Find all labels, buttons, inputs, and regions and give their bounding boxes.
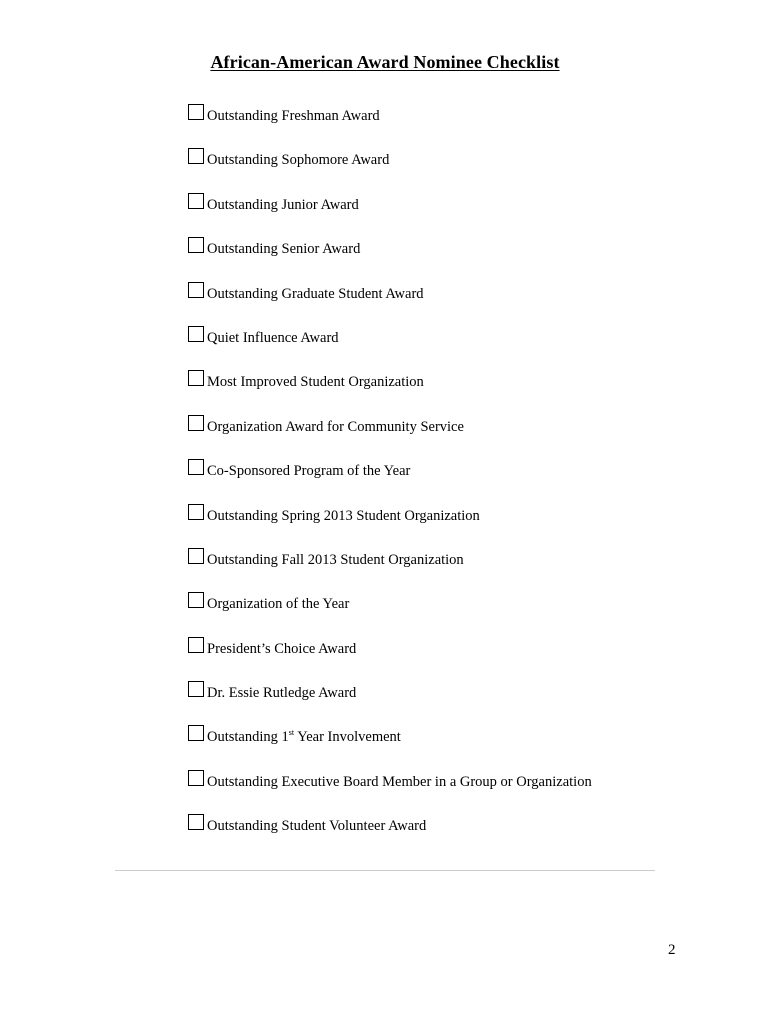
checkbox[interactable]: [188, 681, 204, 697]
checklist-item-label: President’s Choice Award: [207, 640, 357, 657]
checklist-item-organization-of-year: [188, 591, 592, 635]
checkbox[interactable]: [188, 370, 204, 386]
page-number: 2: [668, 942, 676, 958]
checklist-item-label: Most Improved Student Organization: [207, 374, 424, 391]
checkbox[interactable]: [188, 459, 204, 475]
checkbox[interactable]: [188, 193, 204, 209]
checklist-item-outstanding-senior: [188, 236, 592, 280]
label-text: Year Involvement: [294, 729, 401, 746]
checklist-item-community-service: [188, 414, 592, 458]
checklist-item-first-year-involvement: [188, 724, 592, 768]
checklist-item-label: Quiet Influence Award: [207, 329, 339, 346]
checklist-item-label: Dr. Essie Rutledge Award: [207, 685, 357, 702]
checklist-item-label: Outstanding Executive Board Member in a Group or Organization: [207, 773, 592, 790]
checkbox[interactable]: [188, 326, 204, 342]
checkbox[interactable]: [188, 637, 204, 653]
checklist-item-executive-board-member: [188, 769, 592, 813]
checkbox[interactable]: [188, 770, 204, 786]
checkbox[interactable]: [188, 282, 204, 298]
checklist-item-co-sponsored-program: [188, 458, 592, 502]
checklist-item-label: Outstanding Student Volunteer Award: [207, 818, 427, 835]
checklist-item-label: Organization Award for Community Service: [207, 418, 464, 435]
checklist-item-label: Outstanding Fall 2013 Student Organization: [207, 551, 464, 568]
checklist-item-fall-organization: [188, 547, 592, 591]
divider-line: [115, 870, 655, 871]
checklist-item-presidents-choice: [188, 636, 592, 680]
checklist-item-label: [207, 728, 401, 746]
checklist-item-label: Outstanding Freshman Award: [207, 108, 380, 124]
checklist-item-label: Outstanding Senior Award: [207, 241, 361, 258]
checklist-item-quiet-influence: [188, 325, 592, 369]
checklist-item-student-volunteer: [188, 813, 592, 857]
checklist-item-label: Organization of the Year: [207, 596, 350, 613]
checklist-item-label: Co-Sponsored Program of the Year: [207, 463, 411, 480]
checklist-item-outstanding-freshman: [188, 103, 592, 147]
checkbox[interactable]: [188, 725, 204, 741]
checklist-item-label: Outstanding Junior Award: [207, 196, 359, 213]
checklist-item-most-improved: [188, 369, 592, 413]
checklist-item-outstanding-graduate: [188, 281, 592, 325]
checklist-item-label: Outstanding Graduate Student Award: [207, 285, 424, 302]
checklist-item-label: Outstanding Spring 2013 Student Organization: [207, 507, 480, 524]
award-checklist: [188, 103, 592, 858]
checklist-item-essie-rutledge: [188, 680, 592, 724]
checkbox[interactable]: [188, 237, 204, 253]
checkbox[interactable]: [188, 104, 204, 120]
checkbox[interactable]: [188, 504, 204, 520]
checkbox[interactable]: [188, 592, 204, 608]
page-title: African-American Award Nominee Checklist: [210, 52, 560, 72]
ordinal-suffix: st: [288, 728, 295, 738]
checkbox[interactable]: [188, 415, 204, 431]
checklist-item-outstanding-sophomore: [188, 147, 592, 191]
checkbox[interactable]: [188, 548, 204, 564]
checklist-item-label: Outstanding Sophomore Award: [207, 152, 390, 169]
label-text: Outstanding 1: [207, 729, 289, 746]
checklist-item-outstanding-junior: [188, 192, 592, 236]
checkbox[interactable]: [188, 148, 204, 164]
checklist-item-spring-organization: [188, 503, 592, 547]
checkbox[interactable]: [188, 814, 204, 830]
